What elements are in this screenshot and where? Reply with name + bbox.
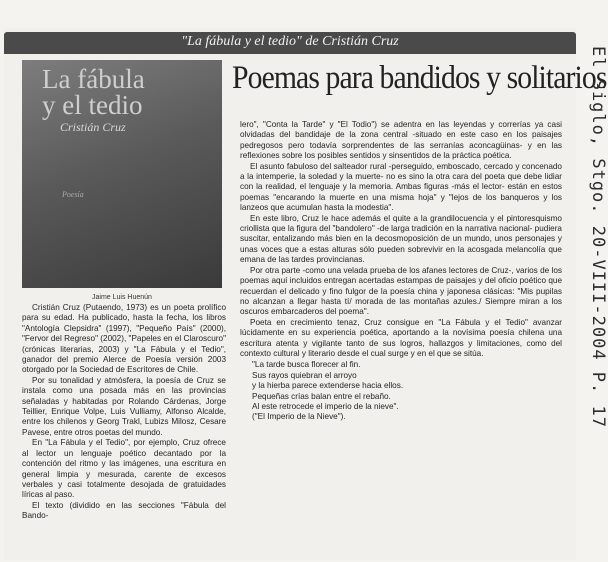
poem-line: y la hierba parece extenderse hacia ellos. (252, 381, 404, 391)
poem-quote (252, 360, 562, 422)
poem-line: Al este retrocede el imperio de la nieve". (252, 401, 399, 411)
paragraph: Cristián Cruz (Putaendo, 1973) es un poeta prolífico para su edad. Ha publicado, hasta la fecha, los libros "Antología Clepsidra" (1997), "Pequeño País" (2000), "Fervor del Regreso" (2002), "Papeles en el Claroscuro" (crónicas literarias, 2003) y "La Fábula y el Tedio", ganador del premio Alerce de Poesía versión 2003 otorgado por la Sociedad de Escritores de Chile. (22, 303, 226, 375)
poem-line: Sus rayos quiebran el arroyo (252, 370, 357, 380)
header-title: "La fábula y el tedio" de Cristián Cruz (181, 34, 399, 49)
paragraph: El texto (dividido en las secciones "Fábula del Bando- (22, 500, 226, 521)
right-column (240, 120, 562, 423)
paragraph: Por su tonalidad y atmósfera, la poesía de Cruz se instala como una posada más en las provincias señaladas y habitadas por Rolando Cárdenas, Jorge Teillier, Enrique Volpe, Luis Vulliamy, Alfonso Alcalde, entre los chilenos y Georg Trakl, Lubizs Milosz, Cesare Pavese, entre otros poetas del mundo. (22, 375, 226, 437)
paragraph: Por otra parte -como una velada prueba de los afanes lectores de Cruz-, varios de los poemas aquí incluidos entregan acertadas estampas de paisajes y del oficio poético que recuerdan el delicado y fino fulgor de la poesía china y japonesa clásicas: "Mis pupilas no alcanzan a llegar hasta tí/ morada de las montañas azules./ Siempre miran a los oscuros embarcaderos del poema". (240, 265, 562, 317)
handwritten-note: El Siglo, Stgo. 20-VIII-2004 P. 17 (588, 46, 608, 428)
poem-line: "La tarde busca florecer al fin. (252, 360, 361, 370)
cover-title: La fábula y el tedio (42, 64, 145, 120)
paragraph: lero", "Conta la Tarde" y "El Todio") se adentra en las leyendas y correrías ya casi olvidadas del bandidaje de la zona central -situado en este caso en los paisajes pedregosos pero todavía sorprendentes de las serranías aconcagüinas- y en las reflexiones sobre los posibles sentidos y sinsentidos de la práctica poética. (240, 120, 562, 161)
poem-line: Pequeñas crías balan entre el rebaño. (252, 391, 391, 401)
paragraph: Poeta en crecimiento tenaz, Cruz consigue en "La Fábula y el Tedio" avanzar lúcidamente en su experiencia poética, aportando a la novísima poesía chilena una escritura atenta y vigilante tanto de sus logros, hallazgos y limitaciones, como del contexto cultural y literario desde el cual surge y en el que se sitúa. (240, 317, 562, 358)
photo-caption: Jaime Luis Huenún (92, 294, 152, 301)
paragraph: En "La Fábula y el Tedio", por ejemplo, Cruz ofrece al lector un lenguaje poético decantado por la contención del ritmo y las imágenes, una escritura en general limpia y mesurada, carente de excesos verbales y casi totalmente desojada de gratuidades líricas al paso. (22, 438, 226, 500)
cover-author: Cristián Cruz (60, 120, 126, 134)
book-cover-image (22, 60, 222, 288)
poem-line: ("El Imperio de la Nieve"). (252, 412, 346, 422)
paragraph: El asunto fabuloso del salteador rural -perseguido, emboscado, cercado y concenado a la intemperie, la soledad y la muerte- no es sino la otra cara del poeta que debe lidiar con la realidad, el lenguaje y la memoria. Ambas figuras -más el lector- están en estos poemas "encarando la muerte en una misma hoja" y "lejos de los banqueros y los lanzeos que acumulan hasta la modestia". (240, 161, 562, 213)
cover-label: Poesía (62, 190, 84, 199)
paragraph: En este libro, Cruz le hace además el quite a la grandilocuencia y el pintoresquismo criollista que la figura del "bandolero" -de larga tradición en la narrativa nacional- pudiera suscitar, entalizando más bien en la decosmoposición de un mundo, unos personajes y unas voces que a estas alturas sólo pueden sobrevivir en la acosgada melancolía que emana de las tardes provincianas. (240, 213, 562, 265)
article-headline: Poemas para bandidos y solitarios (232, 60, 607, 96)
left-column (22, 303, 226, 522)
